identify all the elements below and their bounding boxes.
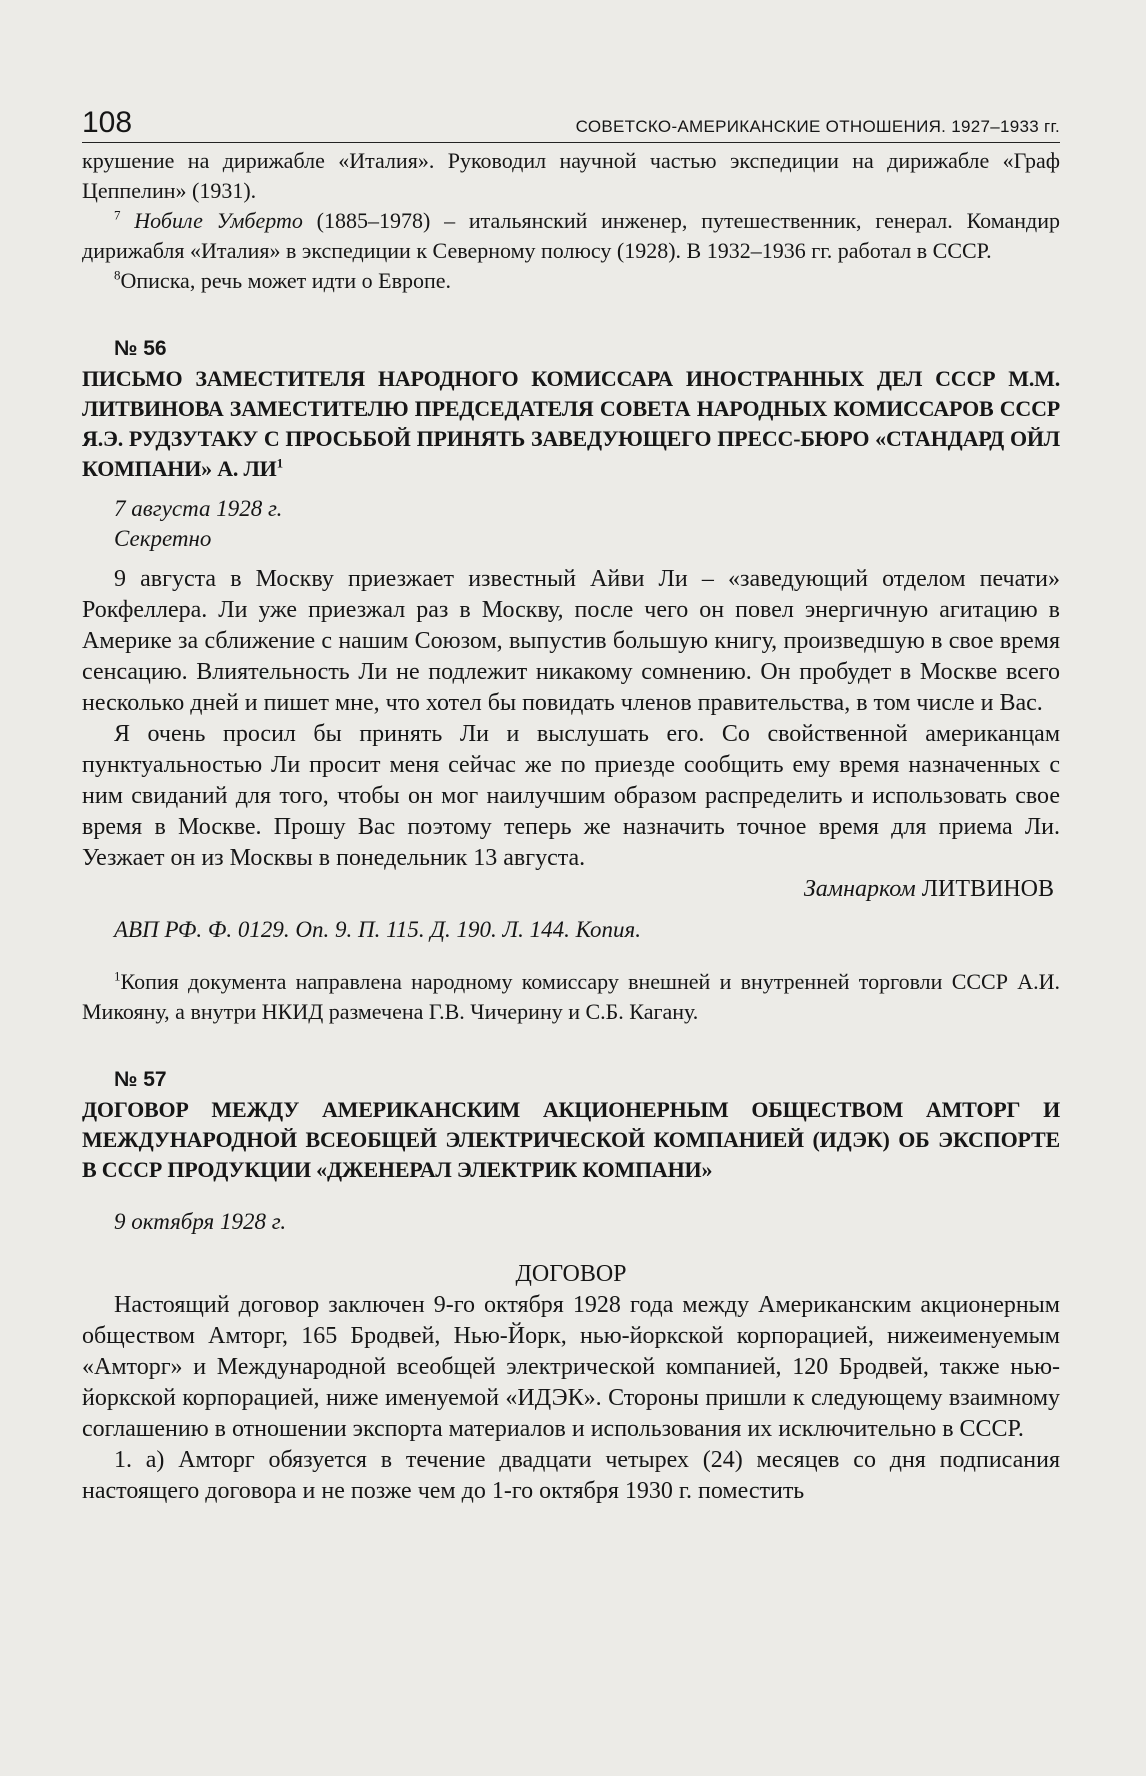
page-header: [82, 106, 1060, 143]
doc-56-title-footnote-ref: 1: [276, 455, 283, 471]
footnote-7: $^7$ Нобиле Умберто (1885–1978) – итальянский инженер, путешественник, генерал. Командир дирижабля «Италия» в экспедиции к Северному полюсу (1928). В 1932–1936 гг. работал в СССР.: [82, 207, 1061, 263]
footnote-8: $^8$Описка, речь может идти о Европе.: [114, 267, 452, 293]
footnote-7-name: Нобиле Умберто: [134, 208, 303, 233]
doc-57-date: 9 октября 1928 г.: [114, 1209, 287, 1234]
doc-56-date: 7 августа 1928 г.: [114, 496, 283, 521]
footnote-6-continuation: крушение на дирижабле «Италия». Руководил научной частью экспедиции на дирижабле «Граф Цеппелин» (1931).: [82, 148, 1060, 203]
doc-57-title: ДОГОВОР МЕЖДУ АМЕРИКАНСКИМ АКЦИОНЕРНЫМ ОБЩЕСТВОМ АМТОРГ И МЕЖДУНАРОДНОЙ ВСЕОБЩЕЙ ЭЛЕКТРИЧЕСКОЙ КОМПАНИЕЙ (ИДЭК) ОБ ЭКСПОРТЕ В СССР ПРОДУКЦИИ «ДЖЕНЕРАЛ ЭЛЕКТРИК КОМПАНИ»: [82, 1097, 1060, 1182]
doc-56-signature: Замнарком ЛИТВИНОВ: [803, 876, 1054, 902]
doc-57-paragraph-1: Настоящий договор заключен 9-го октября 1928 года между Американским акционерным обществом Амторг, 165 Бродвей, Нью-Йорк, нью-йоркской корпорацией, нижеименуемым «Амторг» и Международной всеобщей электрической компанией, 120 Бродвей, также нью-йоркской корпорацией, ниже именуемой «ИДЭК». Стороны пришли к следующему взаимному соглашению в отношении экспорта материалов и использования их исключительно в СССР.: [82, 1292, 1060, 1442]
doc-57-paragraph-2: 1. а) Амторг обязуется в течение двадцати четырех (24) месяцев со дня подписания настоящего договора и не позже чем до 1-го октября 1930 г. поместить: [82, 1447, 1060, 1504]
doc-56-paragraph-2: Я очень просил бы принять Ли и выслушать его. Со свойственной американцам пунктуальностью Ли просит меня сейчас же по приезде сообщить ему время назначенных с ним свиданий для того, чтобы он мог наилучшим образом распределить и использовать свое время в Москве. Прошу Вас поэтому теперь же назначить точное время для приема Ли. Уезжает он из Москвы в понедельник 13 августа.: [82, 721, 1060, 871]
doc-57-number: № 57: [114, 1068, 167, 1091]
doc-56-footnote-1: $^1$Копия документа направлена народному комиссару внешней и внутренней торговли СССР А.И. Микояну, а внутри НКИД размечена Г.В. Чичерину и С.Б. Кагану.: [82, 968, 1060, 1024]
page-number: 108: [82, 106, 133, 139]
doc-57-heading: ДОГОВОР: [515, 1261, 627, 1287]
doc-56-paragraph-1: 9 августа в Москву приезжает известный Айви Ли – «заведующий отделом печати» Рокфеллера. Ли уже приезжал раз в Москву, после чего он повел энергичную агитацию в Америке за сближение с нашим Союзом, выпустив большую книгу, произведшую в свое время сенсацию. Влиятельность Ли не подлежит никакому сомнению. Он пробудет в Москве всего несколько дней и пишет мне, что хотел бы повидать членов правительства, в том числе и Вас.: [82, 566, 1060, 716]
doc-56-title: ПИСЬМО ЗАМЕСТИТЕЛЯ НАРОДНОГО КОМИССАРА ИНОСТРАННЫХ ДЕЛ СССР М.М. ЛИТВИНОВА ЗАМЕСТИТЕЛЮ ПРЕДСЕДАТЕЛЯ СОВЕТА НАРОДНЫХ КОМИССАРОВ СССР Я.Э. РУДЗУТАКУ С ПРОСЬБОЙ ПРИНЯТЬ ЗАВЕДУЮЩЕГО ПРЕСС-БЮРО «СТАНДАРД ОЙЛ КОМПАНИ» А. $ЛИ^1$: [82, 366, 1060, 481]
doc-56-secrecy-mark: Секретно: [114, 526, 212, 551]
page-content: [82, 146, 1060, 1507]
running-title: СОВЕТСКО-АМЕРИКАНСКИЕ ОТНОШЕНИЯ. 1927–1933 гг.: [575, 117, 1060, 136]
doc-56-archive-reference: АВП РФ. Ф. 0129. Оп. 9. П. 115. Д. 190. Л. 144. Копия.: [114, 917, 641, 942]
doc-56-number: № 56: [114, 337, 167, 360]
